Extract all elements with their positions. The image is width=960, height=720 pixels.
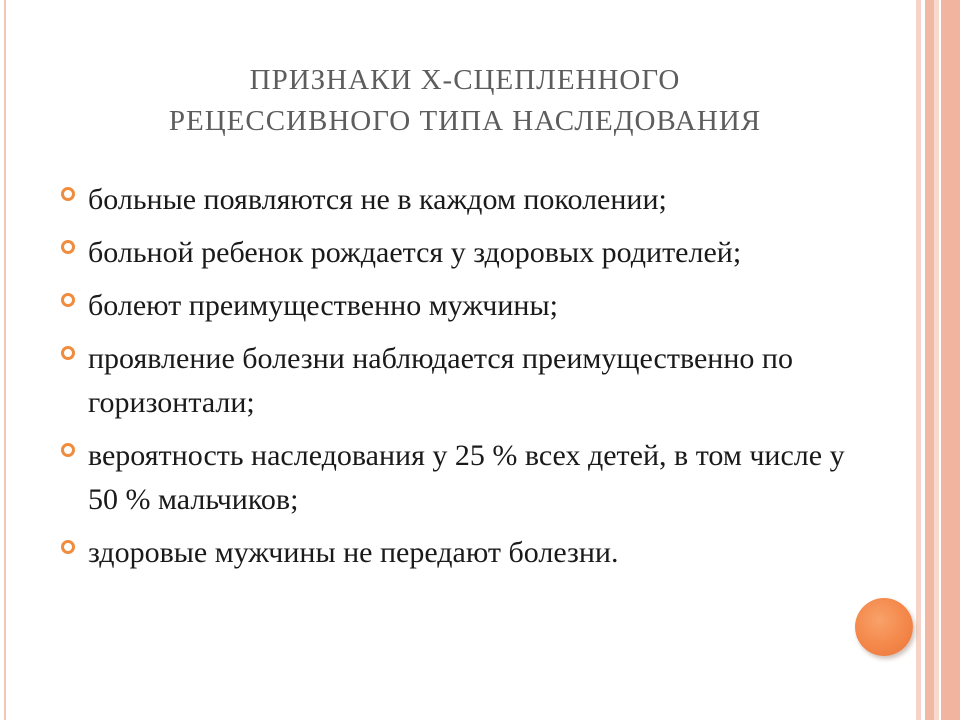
circle-bullet-icon <box>61 293 75 307</box>
bullet-item <box>58 178 878 222</box>
bullet-text: проявление болезни наблюдается преимущественно по горизонтали; <box>88 342 793 419</box>
bullet-text: больной ребенок рождается у здоровых родителей; <box>88 236 742 269</box>
right-stripe <box>934 0 939 720</box>
slide-title-line: РЕЦЕССИВНОГО ТИПА НАСЛЕДОВАНИЯ <box>168 105 762 137</box>
bullet-list <box>58 178 878 584</box>
circle-bullet-icon <box>61 443 75 457</box>
circle-bullet-icon <box>61 540 75 554</box>
bullet-item <box>58 284 878 328</box>
bullet-item <box>58 434 878 522</box>
bullet-item <box>58 231 878 275</box>
right-stripe <box>925 0 934 720</box>
circle-bullet-icon <box>61 187 75 201</box>
left-border-line <box>4 0 6 720</box>
bullet-text: больные появляются не в каждом поколении; <box>88 183 667 216</box>
right-stripe <box>916 0 921 720</box>
bullet-item <box>58 531 878 575</box>
bullet-text: здоровые мужчины не передают болезни. <box>88 536 619 569</box>
bullet-text: болеют преимущественно мужчины; <box>88 289 558 322</box>
bullet-text: вероятность наследования у 25 % всех детей, в том числе у 50 % мальчиков; <box>88 439 845 516</box>
circle-bullet-icon <box>61 240 75 254</box>
bullet-item <box>58 337 878 425</box>
right-stripe <box>941 0 960 720</box>
circle-bullet-icon <box>61 346 75 360</box>
orange-circle-decoration <box>855 598 913 656</box>
slide-title-line: ПРИЗНАКИ Х-СЦЕПЛЕННОГО <box>249 64 681 96</box>
slide-title <box>40 60 890 142</box>
